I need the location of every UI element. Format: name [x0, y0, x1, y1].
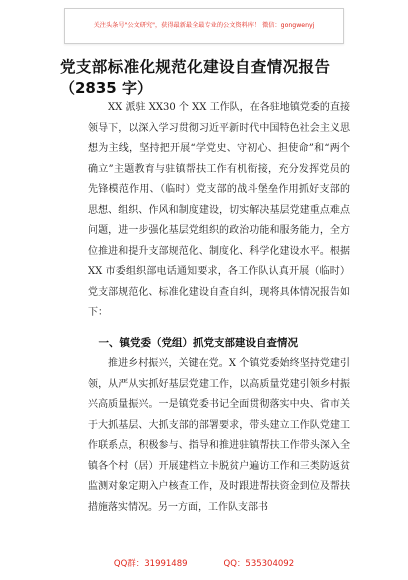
qq-contact-text: QQ：535304092: [223, 559, 295, 569]
intro-paragraph: XX 派驻 XX30 个 XX 工作队，在各驻地镇党委的直接领导下，以深入学习贯彻习近平新时代中国特色社会主义思想为主线，坚持把开展“学党史、守初心、担使命”和“两个确立”主题教育与驻镇帮扶工作有机衔接，充分发挥党员的先锋模范作用、（临时）党支部的战斗堡垒作用抓好支部的思想、组织、作风和制度建设，切实解决基层党建重点难点问题，进一步强化基层党组织的政治功能和服务能力，全方位推进和提升支部规范化、制度化、科学化建设水平。根据 XX 市委组织部电话通知要求，各工作队认真开展（临时）党支部规范化、标准化建设自查自纠，现将具体情况报告如下：: [88, 102, 350, 318]
section-1-paragraph: 推进乡村振兴，关键在党。X 个镇党委始终坚持党建引领，从严从实抓好基层党建工作，以高质量党建引领乡村振兴高质量振兴。一是镇党委书记全面贯彻落实中央、省市关于大抓基层、大抓支部的部署要求，带头建立工作队党建工作联系点，积极参与、指导和推进驻镇帮扶工作带头深入全镇各个村（居）开展建档立卡脱贫户遍访工作和三类防返贫监测对象定期入户核查工作，及时跟进帮扶资金到位及帮扶措施落实情况。另一方面，工作队支部书: [88, 358, 350, 513]
document-title: 党支部标准化规范化建设自查情况报告: [60, 58, 331, 76]
promo-banner-text: 关注头条号"公文研究"，获得最新最全最专业的公文资料库！ 微信：gongwenyj: [93, 22, 315, 30]
word-count-subtitle: （2835 字）: [60, 79, 152, 97]
qq-group-text: QQ群：31991489: [113, 559, 188, 569]
contact-footer: [0, 552, 408, 574]
section-heading-1: 一、镇党委（党组）抓党支部建设自查情况: [98, 337, 298, 349]
promo-banner: [64, 8, 344, 44]
